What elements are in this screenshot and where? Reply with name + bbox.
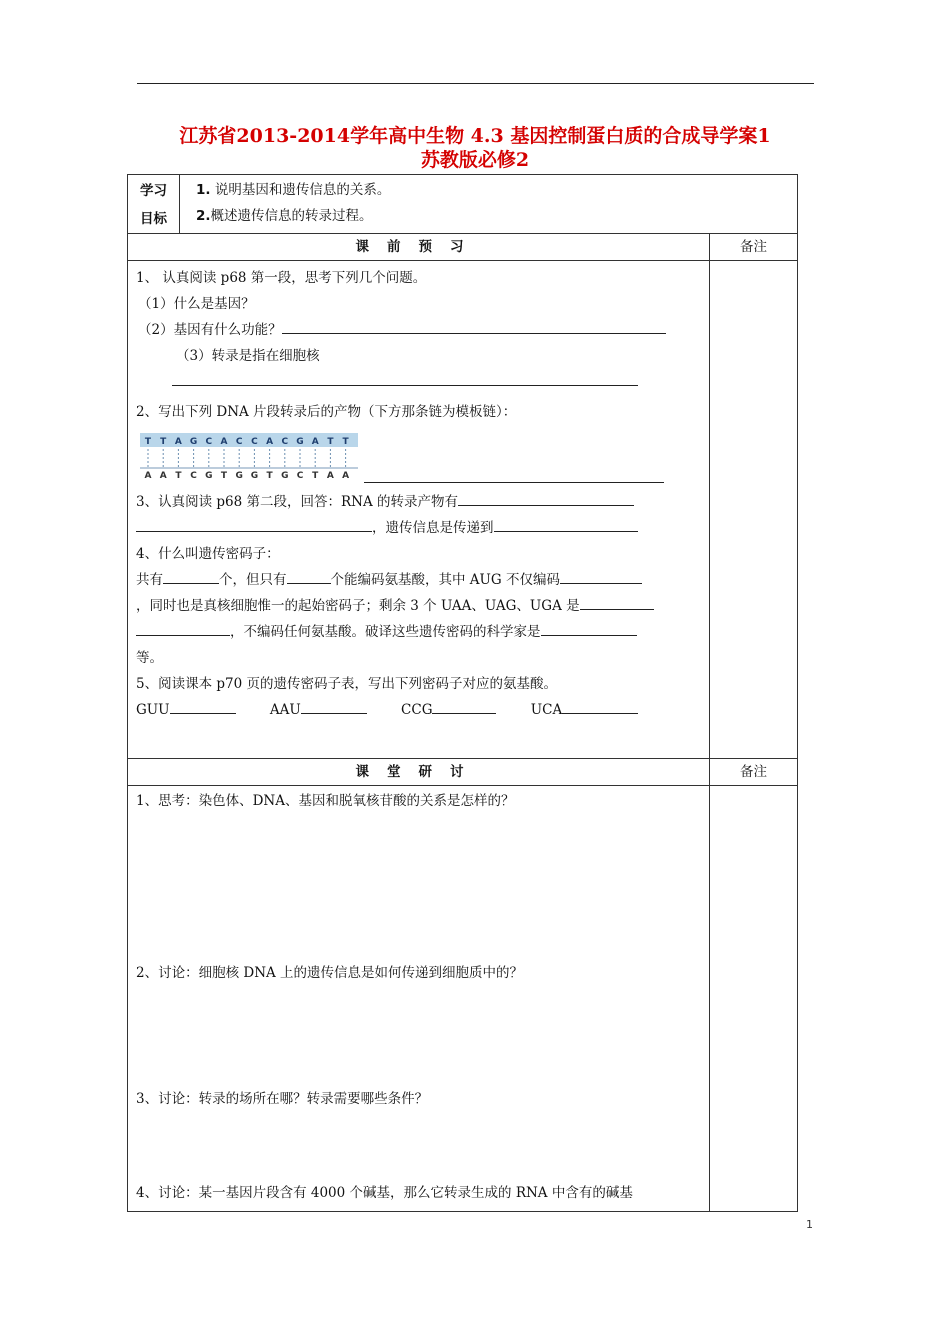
question-1: 1、 认真阅读 p68 第一段，思考下列几个问题。 <box>136 270 427 286</box>
objective-item: 2.概述遗传信息的转录过程。 <box>196 208 373 224</box>
document-title <box>120 124 830 172</box>
answer-blank[interactable] <box>432 698 496 714</box>
question-1-1: （1）什么是基因？ <box>138 296 255 312</box>
dna-top-base: G <box>296 437 304 447</box>
dna-bottom-base: G <box>205 471 213 481</box>
answer-blank[interactable] <box>458 490 634 506</box>
question-4: 4、什么叫遗传密码子： <box>136 546 280 562</box>
discussion-item-3: 3、讨论：转录的场所在哪？转录需要哪些条件？ <box>136 1091 429 1107</box>
question-1-3: （3）转录是指在细胞核 <box>176 348 320 364</box>
question-3: 3、认真阅读 p68 第二段，回答：RNA 的转录产物有 <box>136 489 703 515</box>
answer-blank[interactable] <box>580 594 654 610</box>
answer-blank[interactable] <box>282 318 666 334</box>
objectives-list <box>180 175 798 234</box>
title-line-1: 江苏省2013-2014学年高中生物 4.3 基因控制蛋白质的合成导学案1 <box>179 125 771 147</box>
answer-blank[interactable] <box>136 516 372 532</box>
dna-bottom-base: A <box>144 471 152 481</box>
dna-bottom-base: T <box>312 471 319 481</box>
dna-bottom-base: C <box>296 471 304 481</box>
preview-section-header: 课前预习 <box>128 234 710 261</box>
answer-blank[interactable] <box>163 568 219 584</box>
header-rule <box>137 83 814 84</box>
preview-content: 1、 认真阅读 p68 第一段，思考下列几个问题。 （1）什么是基因？ （2）基因有什么功能？ （3）转录是指在细胞核 2、写出下列 DNA 片段转录后的产物（下方那条链为模板链）： T T A G C A C C A C G A T T A A T C G T G G T G C T A A 3、认真阅读 p68 第二段，回答：RNA 的转录产物有 ，遗传信息是传递到 4、什么叫遗传密码子： 共有 个，但只有 个能编码氨基酸，其中 AUG 不仅编码 ，同时也是真核细胞惟一的起始密码子；剩余 3 个 UAA、UAG、UGA 是 ，不编码任何氨基酸。破译这些遗传密码的科学家是 等。 5、阅读课本 p70 页的遗传密码子表，写出下列密码子对应的氨基酸。 GUU AAU CCG UCA <box>128 261 710 759</box>
answer-blank[interactable] <box>562 698 638 714</box>
title-line-2: 苏教版必修2 <box>420 149 530 171</box>
codon-item: GUU <box>136 697 236 723</box>
dna-top-base: T <box>342 437 349 447</box>
discussion-content <box>128 786 710 1212</box>
dna-top-base: T <box>144 437 152 447</box>
dna-top-base: A <box>220 437 228 447</box>
dna-bottom-base: A <box>326 471 334 481</box>
discussion-notes-cell[interactable] <box>710 786 798 1212</box>
discussion-section-header: 课堂研讨 <box>128 759 710 786</box>
objective-item: 1. 说明基因和遗传信息的关系。 <box>196 182 391 198</box>
dna-top-base: C <box>235 437 243 447</box>
answer-blank[interactable] <box>136 620 230 636</box>
answer-blank[interactable] <box>560 568 642 584</box>
dna-top-base: T <box>327 437 334 447</box>
worksheet-table <box>127 174 798 1212</box>
dna-top-base: A <box>311 437 319 447</box>
dna-bottom-base: C <box>190 471 197 481</box>
dna-bottom-base: A <box>342 471 350 481</box>
dna-top-base: A <box>174 437 182 447</box>
codon-item: CCG <box>401 697 496 723</box>
answer-blank[interactable] <box>364 467 664 483</box>
discussion-item-4: 4、讨论：某一基因片段含有 4000 个碱基，那么它转录生成的 RNA 中含有的碱基 <box>136 1185 633 1201</box>
answer-blank[interactable] <box>287 568 331 584</box>
dna-top-base: C <box>251 437 258 447</box>
dna-bottom-base: G <box>235 471 243 481</box>
dna-bottom-base: G <box>281 471 289 481</box>
question-2: 2、写出下列 DNA 片段转录后的产物（下方那条链为模板链）： <box>136 404 517 420</box>
preview-notes-cell[interactable] <box>710 261 798 759</box>
dna-top-base: C <box>281 437 289 447</box>
discussion-item-2: 2、讨论：细胞核 DNA 上的遗传信息是如何传递到细胞质中的？ <box>136 965 524 981</box>
dna-top-base: A <box>266 437 274 447</box>
answer-blank[interactable] <box>494 516 638 532</box>
codon-item: AAU <box>270 697 367 723</box>
question-1-2: （2）基因有什么功能？ <box>136 317 703 343</box>
preview-notes-header: 备注 <box>710 234 798 261</box>
dna-bottom-base: T <box>220 471 228 481</box>
dna-top-base: T <box>160 437 167 447</box>
page-number: 1 <box>806 1218 813 1231</box>
dna-top-base: C <box>205 437 213 447</box>
dna-top-base: G <box>189 437 198 447</box>
objectives-label: 学习 目标 <box>128 175 180 234</box>
question-5: 5、阅读课本 p70 页的遗传密码子表，写出下列密码子对应的氨基酸。 <box>136 676 557 692</box>
dna-segment-figure <box>138 431 360 481</box>
answer-blank[interactable] <box>301 698 367 714</box>
discussion-notes-header: 备注 <box>710 759 798 786</box>
discussion-item-1: 1、思考：染色体、DNA、基因和脱氧核苷酸的关系是怎样的？ <box>136 793 515 809</box>
answer-blank[interactable] <box>541 620 637 636</box>
codon-list <box>136 697 703 723</box>
answer-blank[interactable] <box>172 370 638 386</box>
codon-item: UCA <box>531 697 638 723</box>
dna-bottom-base: A <box>159 471 167 481</box>
dna-bottom-base: T <box>175 471 182 481</box>
dna-bottom-base: T <box>266 471 273 481</box>
answer-blank[interactable] <box>170 698 236 714</box>
dna-bottom-base: G <box>250 471 259 481</box>
dna-top-strand <box>140 433 358 447</box>
